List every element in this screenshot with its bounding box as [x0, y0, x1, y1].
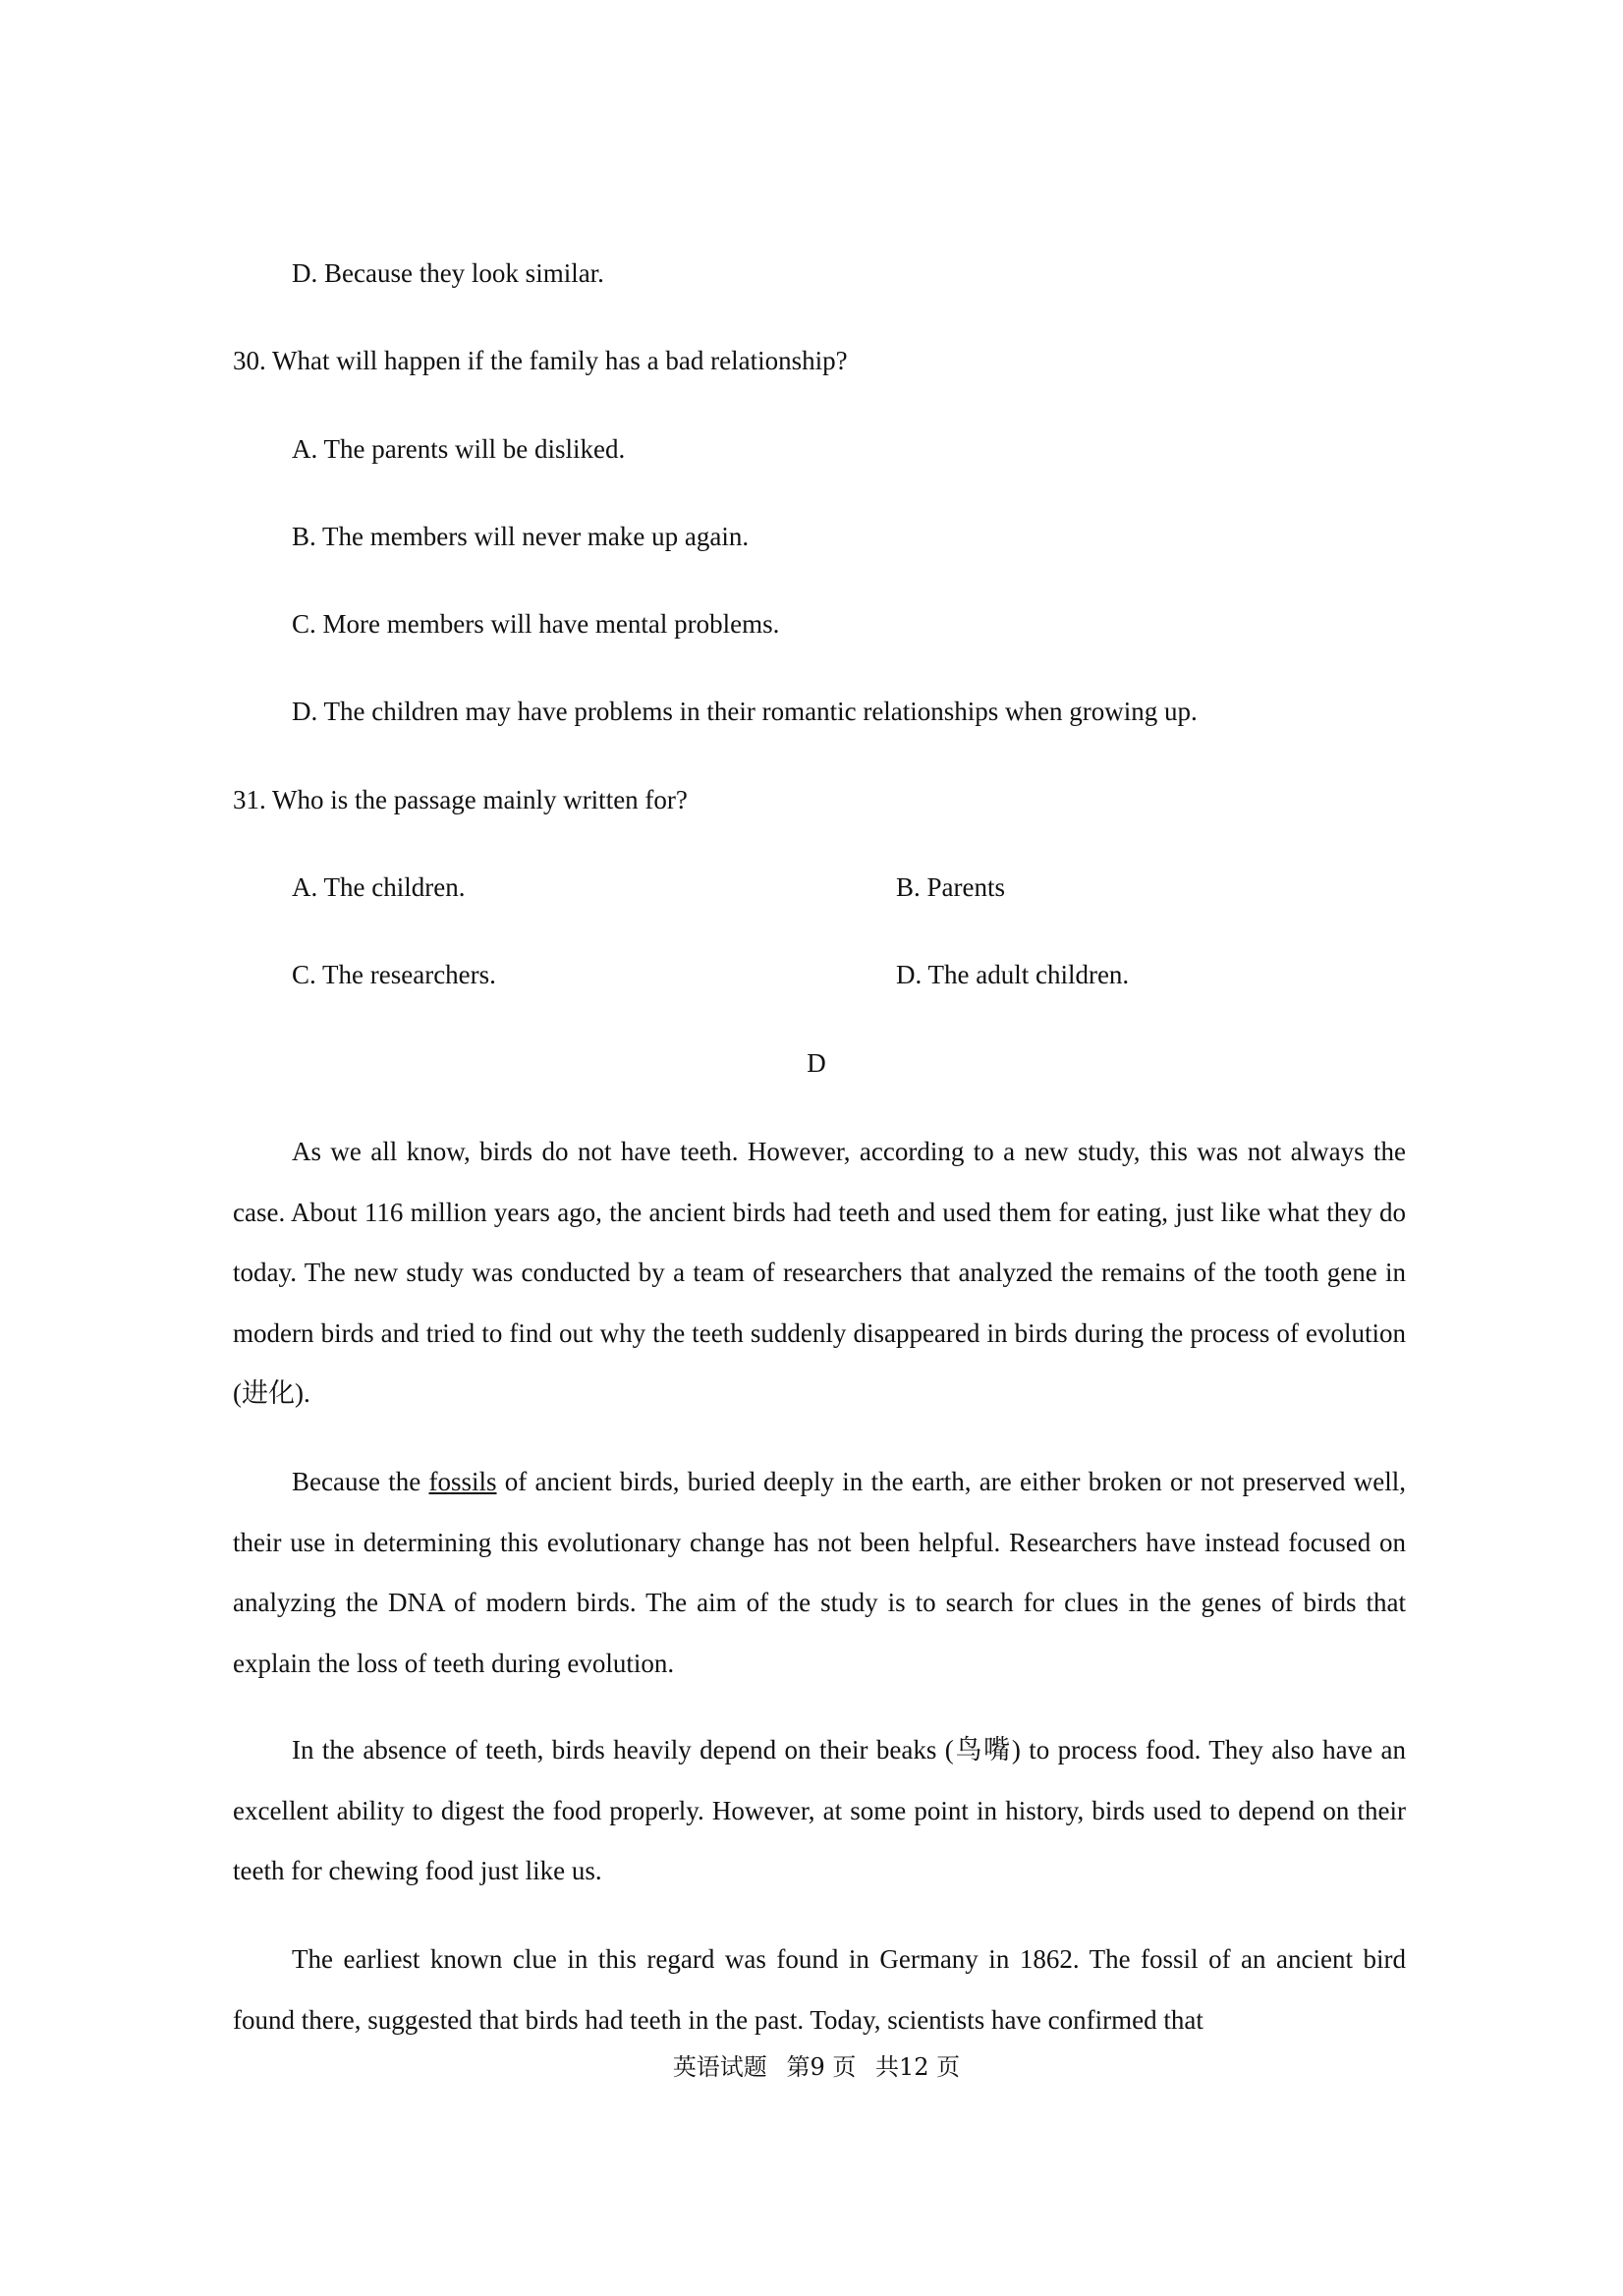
passage-paragraph-1: As we all know, birds do not have teeth. However, according to a new study, this was not always the case. About 116 million years ago, the ancient birds had teeth and used them for eating, just like what they do today. The new study was conducted by a team of researchers that analyzed the remains of the tooth gene in modern birds and tried to find out why the teeth suddenly disappeared in birds during the process of evolution (进化). [233, 1137, 1406, 1408]
underlined-word-fossils: fossils [428, 1467, 497, 1496]
passage-paragraph-4: The earliest known clue in this regard was found in Germany in 1862. The fossil of an ancient bird found there, suggested that birds had teeth in the past. Today, scientists have confirmed that [233, 1944, 1406, 2035]
q31-option-c: C. The researchers. [292, 960, 496, 989]
footer-total-pages: 共12 页 [875, 2053, 961, 2081]
q31-option-b: B. Parents [896, 872, 1005, 902]
q30-option-d: D. The children may have problems in their romantic relationships when growing up. [292, 697, 1198, 726]
page-footer [0, 2052, 1623, 2082]
q31-option-a: A. The children. [292, 872, 466, 902]
q30-option-b: B. The members will never make up again. [292, 522, 750, 551]
paragraph-2-text-end: of ancient birds, buried deeply in the earth, are either broken or not preserved well, their use in determining this evolutionary change has not been helpful. Researchers have instead focused on analyzing the DNA of modern birds. The aim of the study is to search for clues in the genes of birds that explain the loss of teeth during evolution. [233, 1467, 1407, 1678]
passage-paragraph-2 [233, 1452, 1406, 1694]
footer-page-number: 第9 页 [786, 2053, 857, 2081]
paragraph-2-text-start: Because the [292, 1467, 429, 1496]
footer-subject: 英语试题 [672, 2053, 767, 2081]
q30-question: 30. What will happen if the family has a bad relationship? [233, 346, 848, 375]
q31-option-d: D. The adult children. [896, 960, 1130, 989]
q30-option-a: A. The parents will be disliked. [292, 434, 626, 464]
q31-question: 31. Who is the passage mainly written for? [233, 785, 688, 814]
section-title: D [807, 1048, 826, 1078]
passage-paragraph-3: In the absence of teeth, birds heavily depend on their beaks (鸟嘴) to process food. They also have an excellent ability to digest the food properly. However, at some point in history, birds used to depend on their teeth for chewing food just like us. [233, 1735, 1406, 1885]
q29-option-d: D. Because they look similar. [292, 258, 604, 288]
q30-option-c: C. More members will have mental problems. [292, 609, 780, 639]
